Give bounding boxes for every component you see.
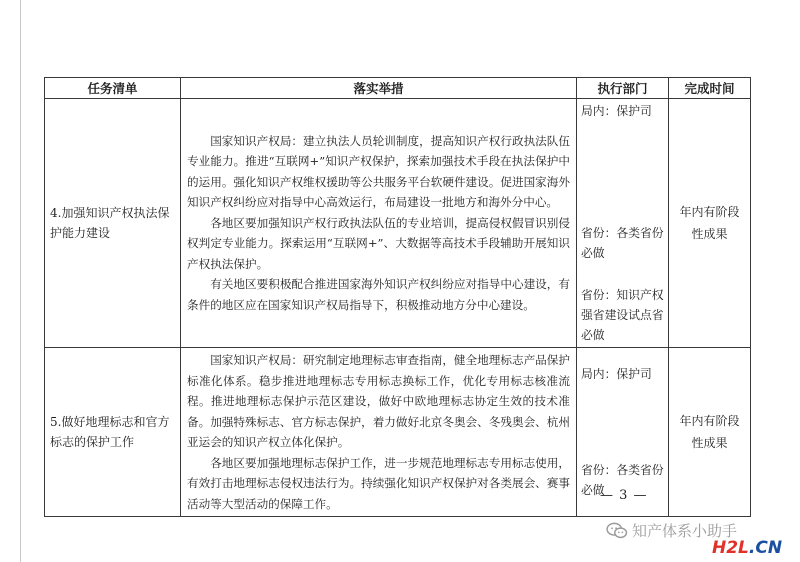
department-item: 局内：保护司 xyxy=(581,104,652,118)
completion-time: 年内有阶段性成果 xyxy=(669,99,751,348)
completion-time: 年内有阶段性成果 xyxy=(669,348,751,517)
header-department: 执行部门 xyxy=(577,78,669,99)
measure-paragraph: 国家知识产权局：研究制定地理标志审查指南，健全地理标志产品保护标准化体系。稳步推进地理标志专用标志换标工作，优化专用标志核准流程。推进地理标志保护示范区建设，做好中欧地理标志协定生效的技术准备。加强特殊标志、官方标志保护，着力做好北京冬奥会、冬残奥会、杭州亚运会的知识产权立体化保护。 xyxy=(187,353,570,449)
task-name: 5.做好地理标志和官方标志的保护工作 xyxy=(45,348,181,517)
measure-paragraph: 有关地区要积极配合推进国家海外知识产权纠纷应对指导中心建设，有条件的地区应在国家知识产权局指导下，积极推动地方分中心建设。 xyxy=(187,277,570,312)
watermark-account-name: 知产体系小助手 xyxy=(632,522,738,540)
site-logo xyxy=(712,538,782,558)
header-measures: 落实举措 xyxy=(181,78,577,99)
department-item: 省份：各类省份必做 xyxy=(581,463,664,497)
measures-cell xyxy=(181,348,577,517)
measure-paragraph: 各地区要加强知识产权行政执法队伍的专业培训，提高侵权假冒识别侵权判定专业能力。探索运用“互联网+”、大数据等高技术手段辅助开展知识产权执法保护。 xyxy=(187,215,570,271)
page-number: — 3 — xyxy=(600,488,648,503)
department-cell xyxy=(577,99,669,348)
table-row xyxy=(45,99,751,348)
task-name: 4.加强知识产权执法保护能力建设 xyxy=(45,99,181,348)
header-task-list: 任务清单 xyxy=(45,78,181,99)
page-edge-line xyxy=(20,0,21,562)
site-logo-cn: .CN xyxy=(748,538,783,558)
department-item: 省份：各类省份必做 xyxy=(581,226,664,260)
measure-paragraph: 各地区要加强地理标志保护工作，进一步规范地理标志专用标志使用，有效打击地理标志侵权违法行为。持续强化知识产权保护对各类展会、赛事活动等大型活动的保障工作。 xyxy=(187,455,570,511)
measures-cell xyxy=(181,99,577,348)
header-completion-time: 完成时间 xyxy=(669,78,751,99)
task-table xyxy=(44,77,751,517)
wechat-icon xyxy=(606,522,628,540)
department-item: 省份：知识产权强省建设试点省必做 xyxy=(581,288,664,342)
department-item: 局内：保护司 xyxy=(581,367,652,381)
measure-paragraph: 国家知识产权局：建立执法人员轮训制度，提高知识产权行政执法队伍专业能力。推进“互联网+”知识产权保护，探索加强技术手段在执法保护中的运用。强化知识产权维权援助等公共服务平台软硬件建设。促进国家海外知识产权纠纷应对指导中心高效运行，布局建设一批地方和海外分中心。 xyxy=(187,133,570,210)
table-header-row xyxy=(45,78,751,99)
site-logo-h2l: H2L xyxy=(712,538,749,558)
